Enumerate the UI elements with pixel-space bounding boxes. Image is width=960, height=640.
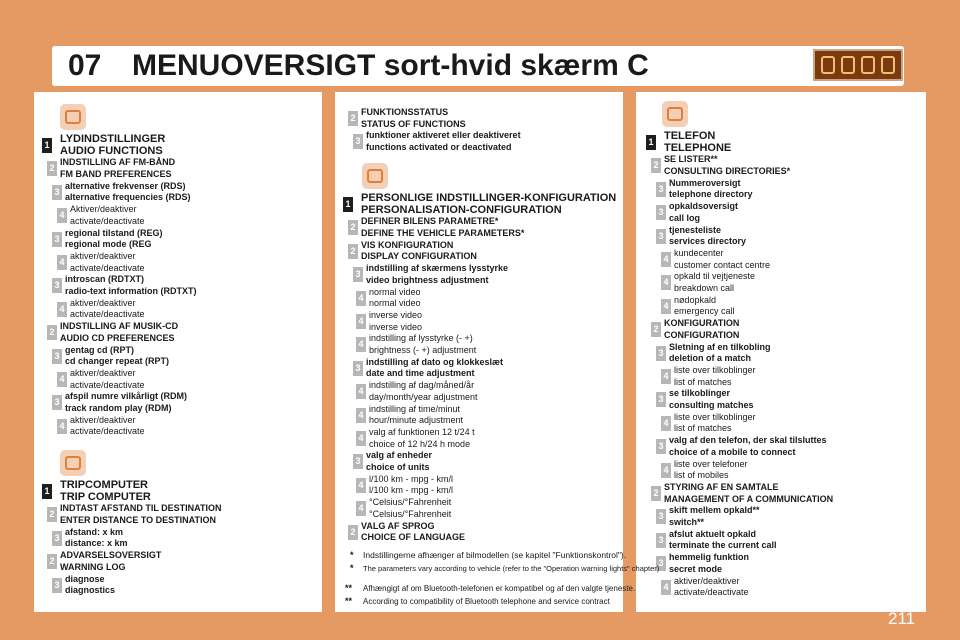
level-3-badge: 3 <box>656 509 666 524</box>
level-2-badge: 2 <box>47 554 57 569</box>
menu-item-label: list of matches <box>674 423 732 434</box>
menu-item-label: alternative frequencies (RDS) <box>65 192 191 203</box>
level-3-badge: 3 <box>656 556 666 571</box>
menu-item-label: aktiver/deaktiver <box>70 414 136 425</box>
level-2-badge: 2 <box>348 111 358 126</box>
footnote-star: ** <box>345 596 353 606</box>
menu-item-label: KONFIGURATION <box>664 318 740 329</box>
menu-item-label: INDSTILLING AF FM-BÅND <box>60 157 176 168</box>
level-4-badge: 4 <box>356 337 366 352</box>
level-3-badge: 3 <box>353 361 363 376</box>
menu-item-label: choice of a mobile to connect <box>669 446 796 457</box>
level-4-badge: 4 <box>356 478 366 493</box>
menu-item-label: choice of 12 h/24 h mode <box>369 438 471 449</box>
level-2-badge: 2 <box>651 158 661 173</box>
menu-item-label: day/month/year adjustment <box>369 391 478 402</box>
menu-item-label: FM BAND PREFERENCES <box>60 168 172 179</box>
section-title: TELEFON <box>664 130 716 142</box>
level-3-badge: 3 <box>52 232 62 247</box>
level-4-badge: 4 <box>661 252 671 267</box>
level-4-badge: 4 <box>57 208 67 223</box>
menu-item-label: activate/deactivate <box>70 309 145 320</box>
menu-item-label: gentag cd (RPT) <box>65 344 134 355</box>
menu-item-label: INDSTILLING AF MUSIK-CD <box>60 321 179 332</box>
level-4-badge: 4 <box>356 384 366 399</box>
menu-item-label: liste over telefoner <box>674 458 748 469</box>
menu-item-label: Nummeroversigt <box>669 177 741 188</box>
page-title: MENUOVERSIGT sort-hvid skærm C <box>132 49 649 82</box>
section-title: TELEPHONE <box>664 141 732 154</box>
level-4-badge: 4 <box>57 419 67 434</box>
level-3-badge: 3 <box>353 454 363 469</box>
footnote-da: Indstillingerne afhænger af bilmodellen (se kapitel "Funktionskontrol"). <box>363 550 627 560</box>
section-title: PERSONLIGE INDSTILLINGER-KONFIGURATION <box>361 192 617 204</box>
menu-item-label: funktioner aktiveret eller deaktiveret <box>366 130 521 141</box>
menu-item-label: deletion of a match <box>669 353 752 364</box>
menu-item-label: liste over tilkoblinger <box>674 365 756 375</box>
level-4-badge: 4 <box>356 291 366 306</box>
level-4-badge: 4 <box>661 275 671 290</box>
level-3-badge: 3 <box>52 349 62 364</box>
menu-item-label: DISPLAY CONFIGURATION <box>361 251 477 262</box>
level-4-badge: 4 <box>356 314 366 329</box>
level-4-badge: 4 <box>661 416 671 431</box>
level-3-badge: 3 <box>656 346 666 361</box>
menu-item-label: services directory <box>669 236 747 247</box>
level-2-badge: 2 <box>47 507 57 522</box>
menu-item-label: CONFIGURATION <box>664 329 740 340</box>
menu-item-label: video brightness adjustment <box>366 274 489 285</box>
menu-item-label: indstilling af skærmens lysstyrke <box>366 263 509 274</box>
menu-item-label: AUDIO CD PREFERENCES <box>60 332 175 343</box>
level-3-badge: 3 <box>656 439 666 454</box>
level-4-badge: 4 <box>661 299 671 314</box>
menu-item-label: tjenesteliste <box>669 224 722 235</box>
menu-item-label: ENTER DISTANCE TO DESTINATION <box>60 514 217 525</box>
menu-item-label: ADVARSELSOVERSIGT <box>60 550 162 561</box>
level-3-badge: 3 <box>656 229 666 244</box>
menu-item-label: aktiver/deaktiver <box>70 297 136 308</box>
menu-item-label: regional tilstand (REG) <box>65 227 163 238</box>
level-3-badge: 3 <box>656 392 666 407</box>
menu-item-label: opkaldsoversigt <box>669 201 739 212</box>
menu-item-label: activate/deactivate <box>70 426 145 437</box>
menu-item-label: se tilkoblinger <box>669 388 731 399</box>
menu-item-label: afslut aktuelt opkald <box>669 528 757 539</box>
menu-item-label: afstand: x km <box>65 526 124 537</box>
menu-item-label: valg af enheder <box>366 450 433 461</box>
menu-item-label: STYRING AF EN SAMTALE <box>664 482 779 492</box>
menu-item-label: VALG AF SPROG <box>361 520 435 531</box>
footnote-en: The parameters vary according to vehicle (refer to the "Operation warning lights" chapter) <box>363 564 660 573</box>
menu-item-label: afspil numre vilkårligt (RDM) <box>65 391 188 402</box>
menu-item-label: customer contact centre <box>674 259 771 270</box>
menu-item-label: track random play (RDM) <box>65 402 172 413</box>
menu-item-label: hemmelig funktion <box>669 552 750 563</box>
menu-item-label: distance: x km <box>65 538 128 549</box>
level-1-badge: 1 <box>42 138 52 153</box>
level-4-badge: 4 <box>356 408 366 423</box>
menu-item-label: DEFINER BILENS PARAMETRE* <box>361 216 499 227</box>
chapter-number: 07 <box>68 49 102 82</box>
menu-item-label: valg af den telefon, der skal tilsluttes <box>669 435 827 446</box>
page-number: 211 <box>888 609 916 628</box>
menu-item-label: brightness (- +) adjustment <box>369 344 477 355</box>
level-3-badge: 3 <box>353 267 363 282</box>
level-3-badge: 3 <box>656 533 666 548</box>
level-2-badge: 2 <box>47 325 57 340</box>
level-4-badge: 4 <box>661 369 671 384</box>
level-3-badge: 3 <box>52 531 62 546</box>
level-4-badge: 4 <box>661 580 671 595</box>
menu-item-label: radio-text information (RDTXT) <box>65 285 197 296</box>
level-3-badge: 3 <box>353 134 363 149</box>
menu-item-label: skift mellem opkald** <box>669 505 760 516</box>
footnote-en: According to compatibility of Bluetooth telephone and service contract <box>363 597 610 606</box>
level-4-badge: 4 <box>356 501 366 516</box>
menu-item-label: choice of units <box>366 461 430 472</box>
menu-item-label: CHOICE OF LANGUAGE <box>361 532 466 543</box>
menu-item-label: Aktiver/deaktiver <box>70 204 137 215</box>
menu-item-label: diagnostics <box>65 585 116 596</box>
menu-item-label: l/100 km - mpg - km/l <box>369 485 454 496</box>
footnote-bluetooth <box>335 580 636 612</box>
section-title: TRIP COMPUTER <box>60 490 151 503</box>
menu-item-label: °Celsius/°Fahrenheit <box>369 508 452 519</box>
menu-item-label: valg af funktionen 12 t/24 t <box>369 427 475 437</box>
level-4-badge: 4 <box>356 431 366 446</box>
level-4-badge: 4 <box>661 463 671 478</box>
menu-item-label: indstilling af dato og klokkeslæt <box>366 356 504 367</box>
menu-item-label: VIS KONFIGURATION <box>361 239 454 250</box>
menu-item-label: opkald til vejtjeneste <box>674 271 756 282</box>
level-2-badge: 2 <box>47 161 57 176</box>
footnote-da: Afhængigt af om Bluetooth-telefonen er kompatibel og af den valgte tjeneste. <box>363 584 636 593</box>
menu-item-label: WARNING LOG <box>60 561 126 572</box>
function-strip-icon <box>813 49 903 81</box>
level-3-badge: 3 <box>656 182 666 197</box>
menu-item-label: inverse video <box>369 321 423 332</box>
audio-functions-icon <box>60 104 86 130</box>
level-1-badge: 1 <box>42 484 52 499</box>
menu-item-label: normal video <box>369 298 421 309</box>
menu-item-label: normal video <box>369 286 421 297</box>
menu-item-label: alternative frekvenser (RDS) <box>65 180 186 191</box>
menu-item-label: activate/deactivate <box>70 262 145 273</box>
menu-item-label: date and time adjustment <box>366 368 475 379</box>
menu-item-label: aktiver/deaktiver <box>70 368 136 378</box>
level-3-badge: 3 <box>52 395 62 410</box>
level-2-badge: 2 <box>651 322 661 337</box>
menu-item-label: hour/minute adjustment <box>369 415 464 426</box>
menu-item-label: cd changer repeat (RPT) <box>65 356 170 367</box>
menu-item-label: list of mobiles <box>674 470 729 481</box>
menu-item-label: indstilling af time/minut <box>369 403 461 414</box>
menu-item-label: inverse video <box>369 310 423 320</box>
menu-item-label: nødopkald <box>674 294 717 305</box>
section-title: LYDINDSTILLINGER <box>60 133 166 145</box>
menu-item-label: switch** <box>669 516 705 527</box>
section-title: TRIPCOMPUTER <box>60 479 148 491</box>
footnote-star: * <box>350 550 354 560</box>
level-4-badge: 4 <box>57 255 67 270</box>
menu-item-label: telephone directory <box>669 189 753 200</box>
menu-item-label: l/100 km - mpg - km/l <box>369 473 454 484</box>
footnote-star: ** <box>345 583 353 593</box>
menu-item-label: activate/deactivate <box>70 379 145 390</box>
level-4-badge: 4 <box>57 302 67 317</box>
personalisation-icon <box>362 163 388 189</box>
menu-item-label: activate/deactivate <box>674 587 749 598</box>
menu-item-label: °Celsius/°Fahrenheit <box>369 497 452 508</box>
menu-item-label: regional mode (REG <box>65 239 152 250</box>
menu-item-label: activate/deactivate <box>70 215 145 226</box>
menu-item-label: MANAGEMENT OF A COMMUNICATION <box>664 493 834 504</box>
menu-item-label: STATUS OF FUNCTIONS <box>361 118 466 129</box>
menu-item-label: diagnose <box>65 573 105 584</box>
menu-item-label: emergency call <box>674 306 735 317</box>
level-3-badge: 3 <box>656 205 666 220</box>
menu-item-label: INDTAST AFSTAND TIL DESTINATION <box>60 503 222 514</box>
menu-item-label: kundecenter <box>674 248 724 258</box>
menu-item-label: consulting matches <box>669 399 754 410</box>
menu-item-label: call log <box>669 212 701 223</box>
menu-item-label: indstilling af dag/måned/år <box>369 380 475 391</box>
menu-item-label: Sletning af en tilkobling <box>669 341 771 352</box>
level-3-badge: 3 <box>52 185 62 200</box>
menu-item-label: functions activated or deactivated <box>366 141 512 152</box>
menu-item-label: SE LISTER** <box>664 154 718 165</box>
level-1-badge: 1 <box>343 197 353 212</box>
level-2-badge: 2 <box>651 486 661 501</box>
menu-item-label: breakdown call <box>674 282 735 293</box>
menu-item-label: secret mode <box>669 563 723 574</box>
level-3-badge: 3 <box>52 578 62 593</box>
menu-item-label: terminate the current call <box>669 540 777 551</box>
menu-item-label: indstilling af lysstyrke (- +) <box>369 333 473 344</box>
level-2-badge: 2 <box>348 244 358 259</box>
footnote-parameters <box>335 546 660 578</box>
menu-item-label: introscan (RDTXT) <box>65 274 145 285</box>
menu-item-label: CONSULTING DIRECTORIES* <box>664 165 791 176</box>
level-3-badge: 3 <box>52 278 62 293</box>
section-title: PERSONALISATION-CONFIGURATION <box>361 203 562 216</box>
menu-item-label: FUNKTIONSSTATUS <box>361 107 449 117</box>
level-2-badge: 2 <box>348 525 358 540</box>
trip-computer-icon <box>60 450 86 476</box>
telephone-icon <box>662 101 688 127</box>
menu-item-label: list of matches <box>674 376 732 387</box>
footnote-star: * <box>350 563 354 573</box>
menu-item-label: liste over tilkoblinger <box>674 411 756 422</box>
level-4-badge: 4 <box>57 372 67 387</box>
section-title: AUDIO FUNCTIONS <box>60 144 163 157</box>
menu-item-label: DEFINE THE VEHICLE PARAMETERS* <box>361 227 525 238</box>
menu-item-label: aktiver/deaktiver <box>674 575 740 586</box>
level-2-badge: 2 <box>348 220 358 235</box>
level-1-badge: 1 <box>646 135 656 150</box>
menu-item-label: aktiver/deaktiver <box>70 251 136 261</box>
